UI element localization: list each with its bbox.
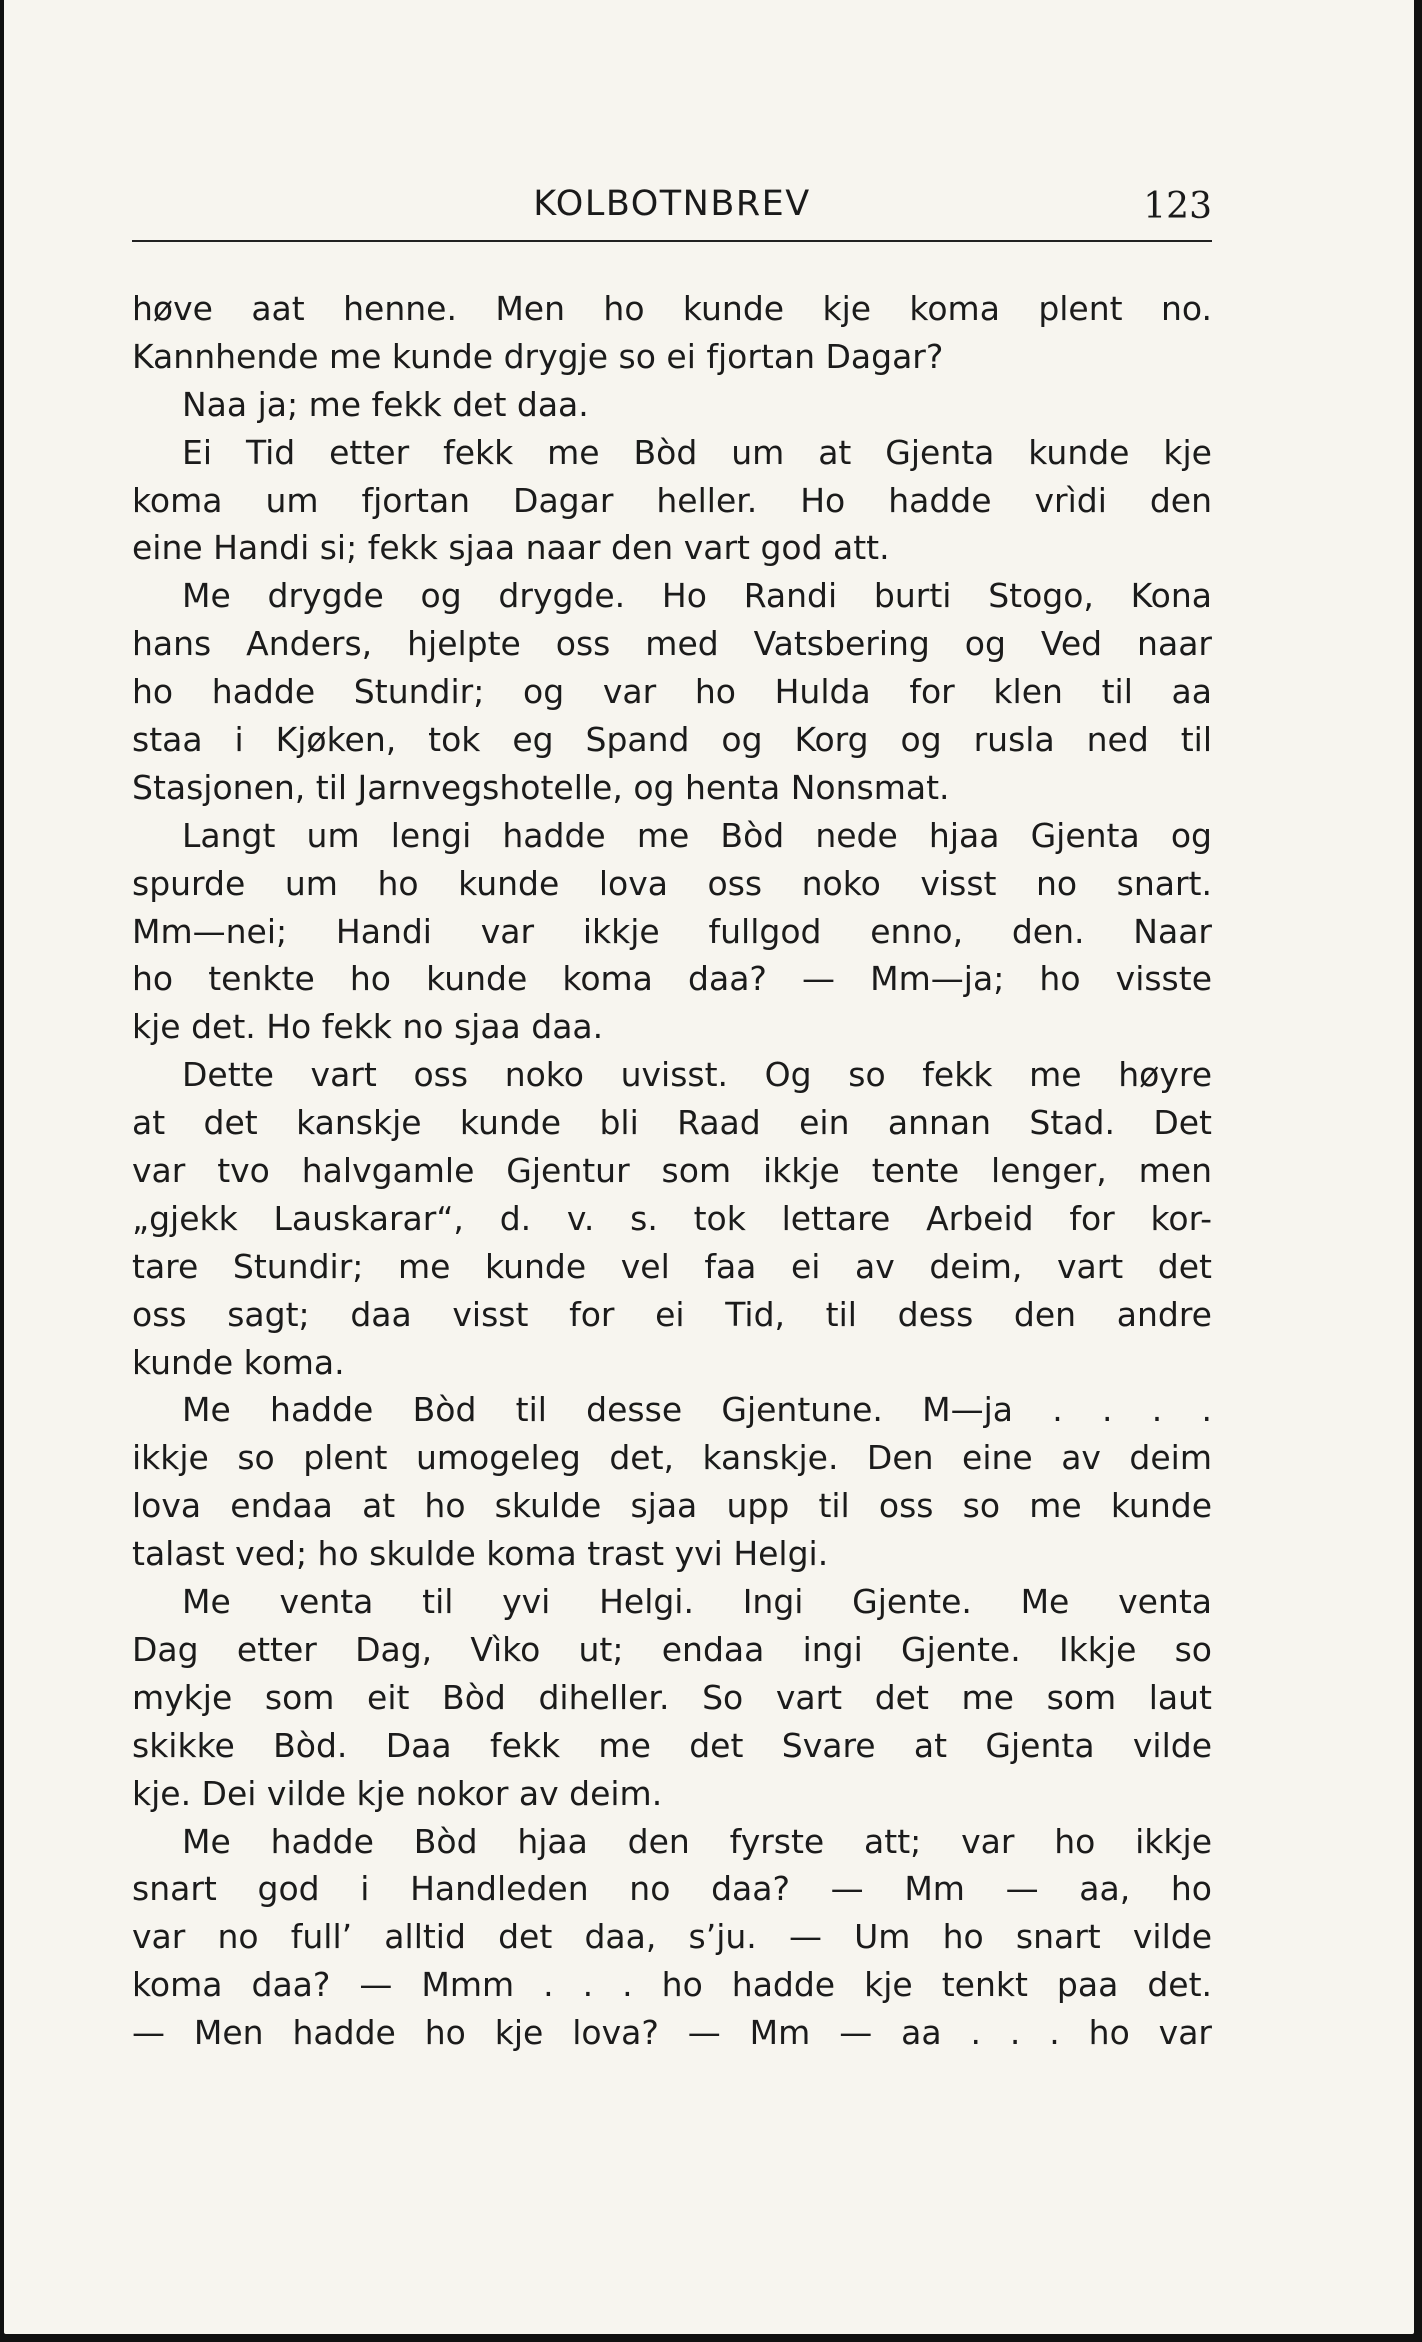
text-line: Kannhende me kunde drygje so ei fjortan Dagar? <box>132 336 944 376</box>
body-text <box>132 285 1212 2057</box>
text-line: mykje som eit Bòd diheller. So vart det me som laut <box>132 1677 1212 1717</box>
text-line: kunde koma. <box>132 1342 345 1382</box>
text-line: var tvo halvgamle Gjentur som ikkje tente lenger, men <box>132 1151 1212 1191</box>
running-title: KOLBOTNBREV <box>533 184 811 224</box>
text-line: — Men hadde ho kje lova? — Mm — aa . . . ho var <box>132 2013 1212 2053</box>
text-line: Me hadde Bòd til desse Gjentune. M—ja . . . . <box>182 1390 1212 1430</box>
text-line: at det kanskje kunde bli Raad ein annan Stad. Det <box>132 1103 1212 1143</box>
text-line: Langt um lengi hadde me Bòd nede hjaa Gjenta og <box>182 815 1212 855</box>
page-number: 123 <box>1143 186 1212 227</box>
text-line: kje det. Ho fekk no sjaa daa. <box>132 1007 604 1047</box>
text-line: kje. Dei vilde kje nokor av deim. <box>132 1773 663 1813</box>
text-line: staa i Kjøken, tok eg Spand og Korg og rusla ned til <box>132 720 1212 760</box>
text-line: Dag etter Dag, Vìko ut; endaa ingi Gjente. Ikkje so <box>132 1629 1212 1669</box>
book-page <box>4 0 1414 2334</box>
text-line: Me drygde og drygde. Ho Randi burti Stogo, Kona <box>182 576 1212 616</box>
text-line: talast ved; ho skulde koma trast yvi Helgi. <box>132 1534 829 1574</box>
text-line: Naa ja; me fekk det daa. <box>182 384 589 424</box>
text-line: Ei Tid etter fekk me Bòd um at Gjenta kunde kje <box>182 432 1212 472</box>
text-line: Dette vart oss noko uvisst. Og so fekk me høyre <box>182 1055 1212 1095</box>
text-line: ho hadde Stundir; og var ho Hulda for klen til aa <box>132 672 1212 712</box>
text-line: var no full’ alltid det daa, s’ju. — Um ho snart vilde <box>132 1917 1212 1957</box>
text-line: Mm—nei; Handi var ikkje fullgod enno, den. Naar <box>132 911 1212 951</box>
text-line: Me hadde Bòd hjaa den fyrste att; var ho ikkje <box>182 1821 1212 1861</box>
text-line: Me venta til yvi Helgi. Ingi Gjente. Me venta <box>182 1582 1212 1622</box>
text-line: tare Stundir; me kunde vel faa ei av deim, vart det <box>132 1246 1212 1286</box>
text-line: eine Handi si; fekk sjaa naar den vart god att. <box>132 528 890 568</box>
text-line: skikke Bòd. Daa fekk me det Svare at Gjenta vilde <box>132 1725 1212 1765</box>
page-header <box>132 176 1212 242</box>
text-line: Stasjonen, til Jarnvegshotelle, og henta Nonsmat. <box>132 767 950 807</box>
text-line: hans Anders, hjelpte oss med Vatsbering og Ved naar <box>132 624 1212 664</box>
text-line: spurde um ho kunde lova oss noko visst no snart. <box>132 863 1212 903</box>
text-line: lova endaa at ho skulde sjaa upp til oss so me kunde <box>132 1486 1212 1526</box>
text-line: oss sagt; daa visst for ei Tid, til dess den andre <box>132 1294 1212 1334</box>
text-line: ikkje so plent umogeleg det, kanskje. Den eine av deim <box>132 1438 1212 1478</box>
text-line: „gjekk Lauskarar“, d. v. s. tok lettare Arbeid for kor- <box>132 1198 1212 1238</box>
text-line: koma daa? — Mmm . . . ho hadde kje tenkt paa det. <box>132 1965 1212 2005</box>
text-line: snart god i Handleden no daa? — Mm — aa, ho <box>132 1869 1212 1909</box>
text-line: ho tenkte ho kunde koma daa? — Mm—ja; ho visste <box>132 959 1212 999</box>
text-line: høve aat henne. Men ho kunde kje koma plent no. <box>132 289 1212 328</box>
text-line: koma um fjortan Dagar heller. Ho hadde vrìdi den <box>132 480 1212 520</box>
